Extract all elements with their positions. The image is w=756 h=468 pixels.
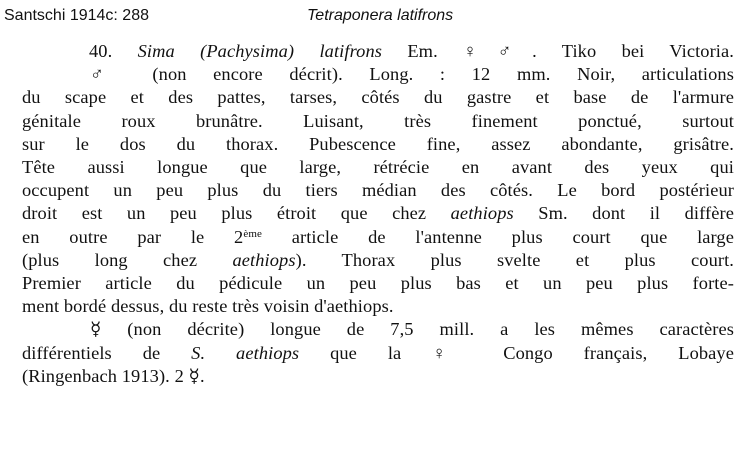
- text-line: génitale roux brunâtre. Luisant, très finement ponctué, surtout: [22, 110, 734, 131]
- text-segment: article de l'antenne plus court que large: [261, 226, 734, 247]
- entry-authority-locality: Em. ♀♂. Tiko bei Victoria.: [382, 41, 734, 61]
- text-segment: que la ♀ Congo français, Lobaye: [299, 342, 734, 363]
- species-ref: aethiops: [450, 203, 514, 224]
- page-header: [4, 7, 756, 29]
- text-segment: différentiels de: [22, 342, 192, 363]
- citation: Santschi 1914c: 288: [4, 7, 149, 24]
- species-description: [22, 40, 734, 388]
- text-line: ♂ (non encore décrit). Long. : 12 mm. Noir, articulations: [90, 64, 734, 85]
- text-line: sur le dos du thorax. Pubescence fine, assez abondante, grisâtre.: [22, 133, 734, 154]
- text-segment: ). Thorax plus svelte et plus court.: [295, 249, 734, 270]
- text-line: Premier article du pédicule un peu plus bas et un peu plus forte-: [22, 273, 734, 294]
- text-segment: (plus long chez: [22, 249, 233, 270]
- text-line: [22, 249, 734, 272]
- species-ref: aethiops: [232, 249, 296, 270]
- text-line: du scape et des pattes, tarses, côtés du gastre et base de l'armure: [22, 87, 734, 108]
- text-line: [22, 226, 734, 249]
- text-line: ☿ (non décrite) longue de 7,5 mill. a les mêmes caractères: [90, 319, 734, 340]
- species-ref: S. aethiops: [191, 342, 300, 363]
- text-line: Tête aussi longue que large, rétrécie en avant des yeux qui: [22, 157, 734, 178]
- superscript: ème: [243, 227, 262, 240]
- entry-heading-line: [22, 40, 734, 63]
- text-segment: en outre par le 2: [22, 226, 244, 247]
- text-line: (Ringenbach 1913). 2 ☿.: [22, 365, 205, 386]
- entry-number: 40.: [89, 41, 113, 61]
- species-name: latifrons: [319, 41, 383, 61]
- text-line: ment bordé dessus, du reste très voisin d'aethiops.: [22, 296, 394, 317]
- text-segment: Sm. dont il diffère: [513, 203, 734, 224]
- text-line: [22, 342, 734, 365]
- text-segment: droit est un peu plus étroit que chez: [22, 203, 451, 224]
- text-line: [22, 202, 734, 225]
- text-line: occupent un peu plus du tiers médian des côtés. Le bord postérieur: [22, 180, 734, 201]
- subgenus-name: (Pachysima): [200, 41, 295, 61]
- taxon-name: Tetraponera latifrons: [307, 7, 454, 24]
- genus-name: Sima: [137, 41, 175, 61]
